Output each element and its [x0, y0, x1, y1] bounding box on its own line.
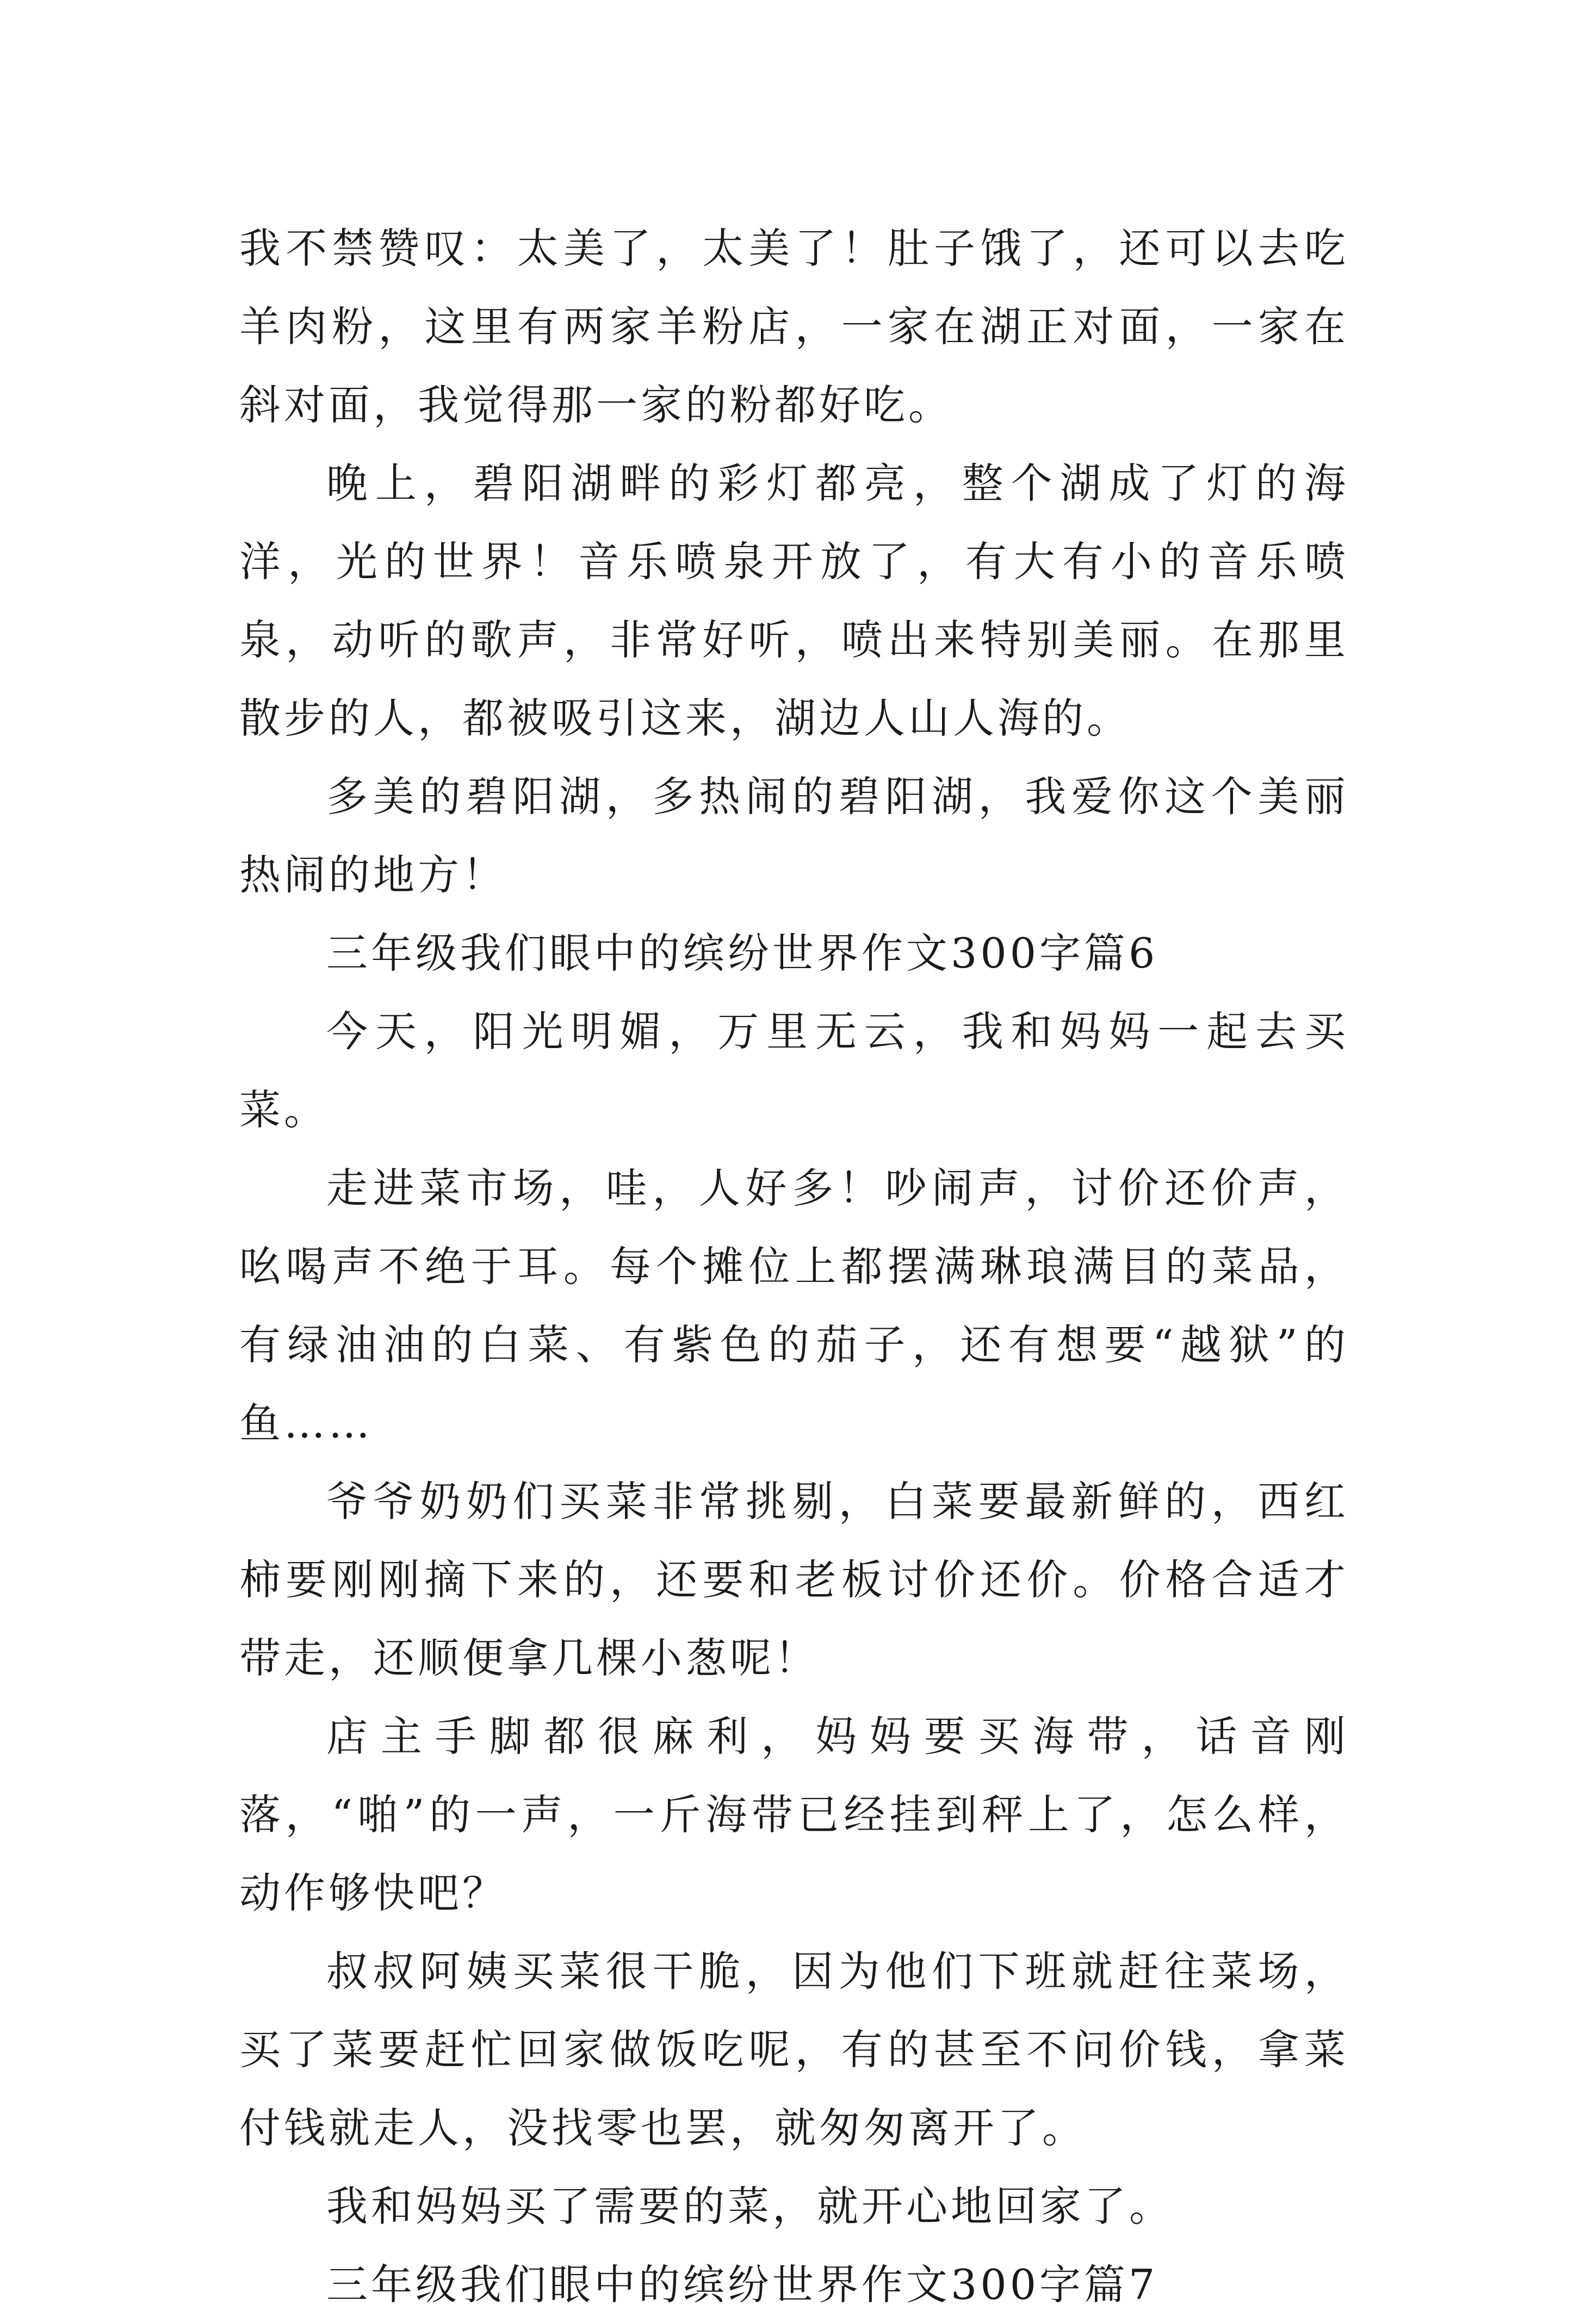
paragraph-4: 今天，阳光明媚，万里无云，我和妈妈一起去买菜。	[239, 1007, 1349, 1134]
section-heading-7: 三年级我们眼中的缤纷世界作文300字篇7	[326, 2260, 1158, 2309]
paragraph-3: 多美的碧阳湖，多热闹的碧阳湖，我爱你这个美丽热闹的地方！	[239, 772, 1349, 899]
paragraph-9: 我和妈妈买了需要的菜，就开心地回家了。	[326, 2182, 1174, 2230]
paragraph-8: 叔叔阿姨买菜很干脆，因为他们下班就赶往菜场，买了菜要赶忙回家做饭吃呢，有的甚至不问价钱，拿菜付钱就走人，没找零也罢，就匆匆离开了。	[239, 1947, 1349, 2152]
section-heading-6: 三年级我们眼中的缤纷世界作文300字篇6	[326, 929, 1158, 977]
document-body	[239, 209, 1349, 2324]
paragraph-1: 我不禁赞叹：太美了，太美了！肚子饿了，还可以去吃羊肉粉，这里有两家羊粉店，一家在湖正对面，一家在斜对面，我觉得那一家的粉都好吃。	[239, 224, 1349, 429]
paragraph-5: 走进菜市场，哇，人好多！吵闹声，讨价还价声，吆喝声不绝于耳。每个摊位上都摆满琳琅满目的菜品，有绿油油的白菜、有紫色的茄子，还有想要“越狱”的鱼……	[239, 1164, 1349, 1447]
paragraph-6: 爷爷奶奶们买菜非常挑剔，白菜要最新鲜的，西红柿要刚刚摘下来的，还要和老板讨价还价。价格合适才带走，还顺便拿几棵小葱呢！	[239, 1477, 1349, 1682]
paragraph-7: 店主手脚都很麻利，妈妈要买海带，话音刚落，“啪”的一声，一斤海带已经挂到秤上了，怎么样，动作够快吧？	[239, 1712, 1349, 1917]
paragraph-2: 晚上，碧阳湖畔的彩灯都亮，整个湖成了灯的海洋，光的世界！音乐喷泉开放了，有大有小的音乐喷泉，动听的歌声，非常好听，喷出来特别美丽。在那里散步的人，都被吸引这来，湖边人山人海的。	[239, 459, 1349, 742]
